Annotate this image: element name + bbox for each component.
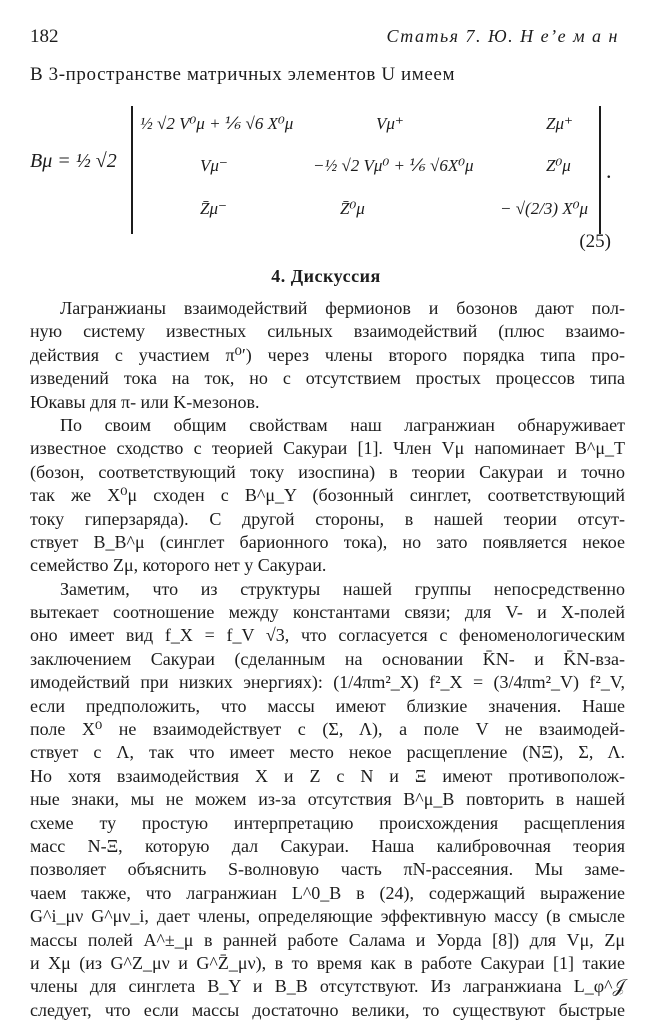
text-line: имодействий при низких энергиях): (1/4πm²_X) f²_X = (3/4πm²_V) f²_V,: [30, 672, 625, 693]
matrix-cell-1-1: ½ √2 V⁰μ + ⅙ √6 X⁰μ: [140, 114, 294, 133]
text-line: чаем также, что лагранжиан L^0_B в (24), содержащий выражение: [30, 882, 625, 903]
equation-period: .: [606, 158, 612, 183]
text-line: известное сходство с теорией Сакураи [1]. Член Vμ напоминает B^μ_T: [30, 438, 625, 459]
text-line: Лагранжианы взаимодействий фермионов и бозонов дают пол-: [60, 298, 625, 318]
text-line: вытекает соотношение между константами связи; для V- и X-полей: [30, 602, 625, 623]
text-line: Юкавы для π- или K-мезонов.: [30, 391, 260, 412]
text-line: току гиперзаряда). С другой стороны, в нашей теории отсут-: [30, 508, 625, 529]
text-line: массы полей A^±_μ в ранней работе Салама и Уорда [8]) для Vμ, Zμ: [30, 929, 625, 950]
matrix-cell-2-2: −½ √2 Vμ⁰ + ⅙ √6X⁰μ: [313, 156, 474, 175]
page-number: 182: [30, 26, 59, 47]
text-line: если предположить, что массы имеют близкие значения. Наше: [30, 695, 625, 716]
text-line: оно имеет вид f_X = f_V √3, что согласуется с феноменологическим: [30, 625, 625, 646]
equation-number: (25): [579, 231, 611, 252]
determinant-bar-right: [599, 106, 601, 234]
determinant-bar-left: [131, 106, 133, 234]
matrix-cell-1-2: Vμ⁺: [376, 114, 404, 133]
matrix-cell-3-2: Z̄⁰μ: [340, 199, 365, 218]
text-line: схеме ту простую интерпретацию происхождения расщепления: [30, 812, 625, 833]
section-title: 4. Дискуссия: [271, 266, 381, 286]
page-header: [30, 26, 625, 50]
text-line: действия с участием π⁰′) через члены второго порядка типа про-: [30, 344, 625, 365]
text-line: позволяет объяснить S-волновую часть πN-рассеяния. Мы заме-: [30, 859, 625, 880]
text-line: ную систему известных сильных взаимодействий (плюс взаимо-: [30, 321, 625, 342]
matrix-cell-2-3: Z⁰μ: [546, 156, 571, 175]
matrix-equation: [30, 106, 625, 251]
text-line: ствует с Λ, так что имеет место некое расщепление (NΞ), Σ, Λ.: [30, 742, 625, 763]
text-line: члены для синглета B_Y и B_B отсутствуют. Из лагранжиана L_φ^𝒥: [30, 976, 625, 997]
text-line: G^i_μν G^μν_i, дает члены, определяющие эффективную массу (в смысле: [30, 906, 625, 927]
matrix-cell-3-1: Z̄μ⁻: [200, 199, 227, 218]
running-head: Статья 7. Ю. Н е’е м а н: [386, 26, 619, 46]
text-line: ствует B_B^μ (синглет барионного тока), но зато появляется некое: [30, 531, 625, 552]
text-line: так же X⁰μ сходен с B^μ_Y (бозонный синглет, соответствующий: [30, 485, 625, 506]
text-line: ные знаки, мы не можем из-за отсутствия B^μ_B повторить в нашей: [30, 789, 625, 810]
body-text: [30, 297, 625, 1022]
text-line: поле X⁰ не взаимодействует с (Σ, Λ), а поле V не взаимодей-: [30, 719, 625, 740]
text-line: семейство Zμ, которого нет у Сакураи.: [30, 555, 327, 576]
text-line: Заметим, что из структуры нашей группы непосредственно: [60, 578, 625, 599]
matrix-cell-1-3: Zμ⁺: [546, 114, 573, 133]
intro-sentence: В 3-пространстве матричных элементов U имеем: [30, 64, 456, 85]
text-line: заключением Сакураи (сделанным на основании K̄N- и K̄N-вза-: [30, 648, 625, 669]
matrix-cell-3-3: − √(2/3) X⁰μ: [500, 199, 589, 218]
text-line: изведений тока на ток, но с отсутствием простых процессов типа: [30, 368, 625, 389]
text-line: масс N-Ξ, которую дал Сакураи. Наша калибровочная теория: [30, 835, 625, 856]
matrix-lhs: Bμ = ½ √2: [30, 150, 117, 172]
text-line: следует, что если массы достаточно велики, то существуют быстрые: [30, 999, 625, 1020]
text-line: По своим общим свойствам наш лагранжиан обнаруживает: [60, 414, 625, 435]
matrix-cell-2-1: Vμ⁻: [200, 156, 228, 175]
text-line: Но хотя взаимодействия X и Z с N и Ξ имеют противополож-: [30, 765, 625, 786]
text-line: (бозон, соответствующий току изоспина) в теории Сакураи и точно: [30, 461, 625, 482]
text-line: и Xμ (из G^Z_μν и G^Z̄_μν), в то время как в работе Сакураи [1] такие: [30, 952, 625, 973]
